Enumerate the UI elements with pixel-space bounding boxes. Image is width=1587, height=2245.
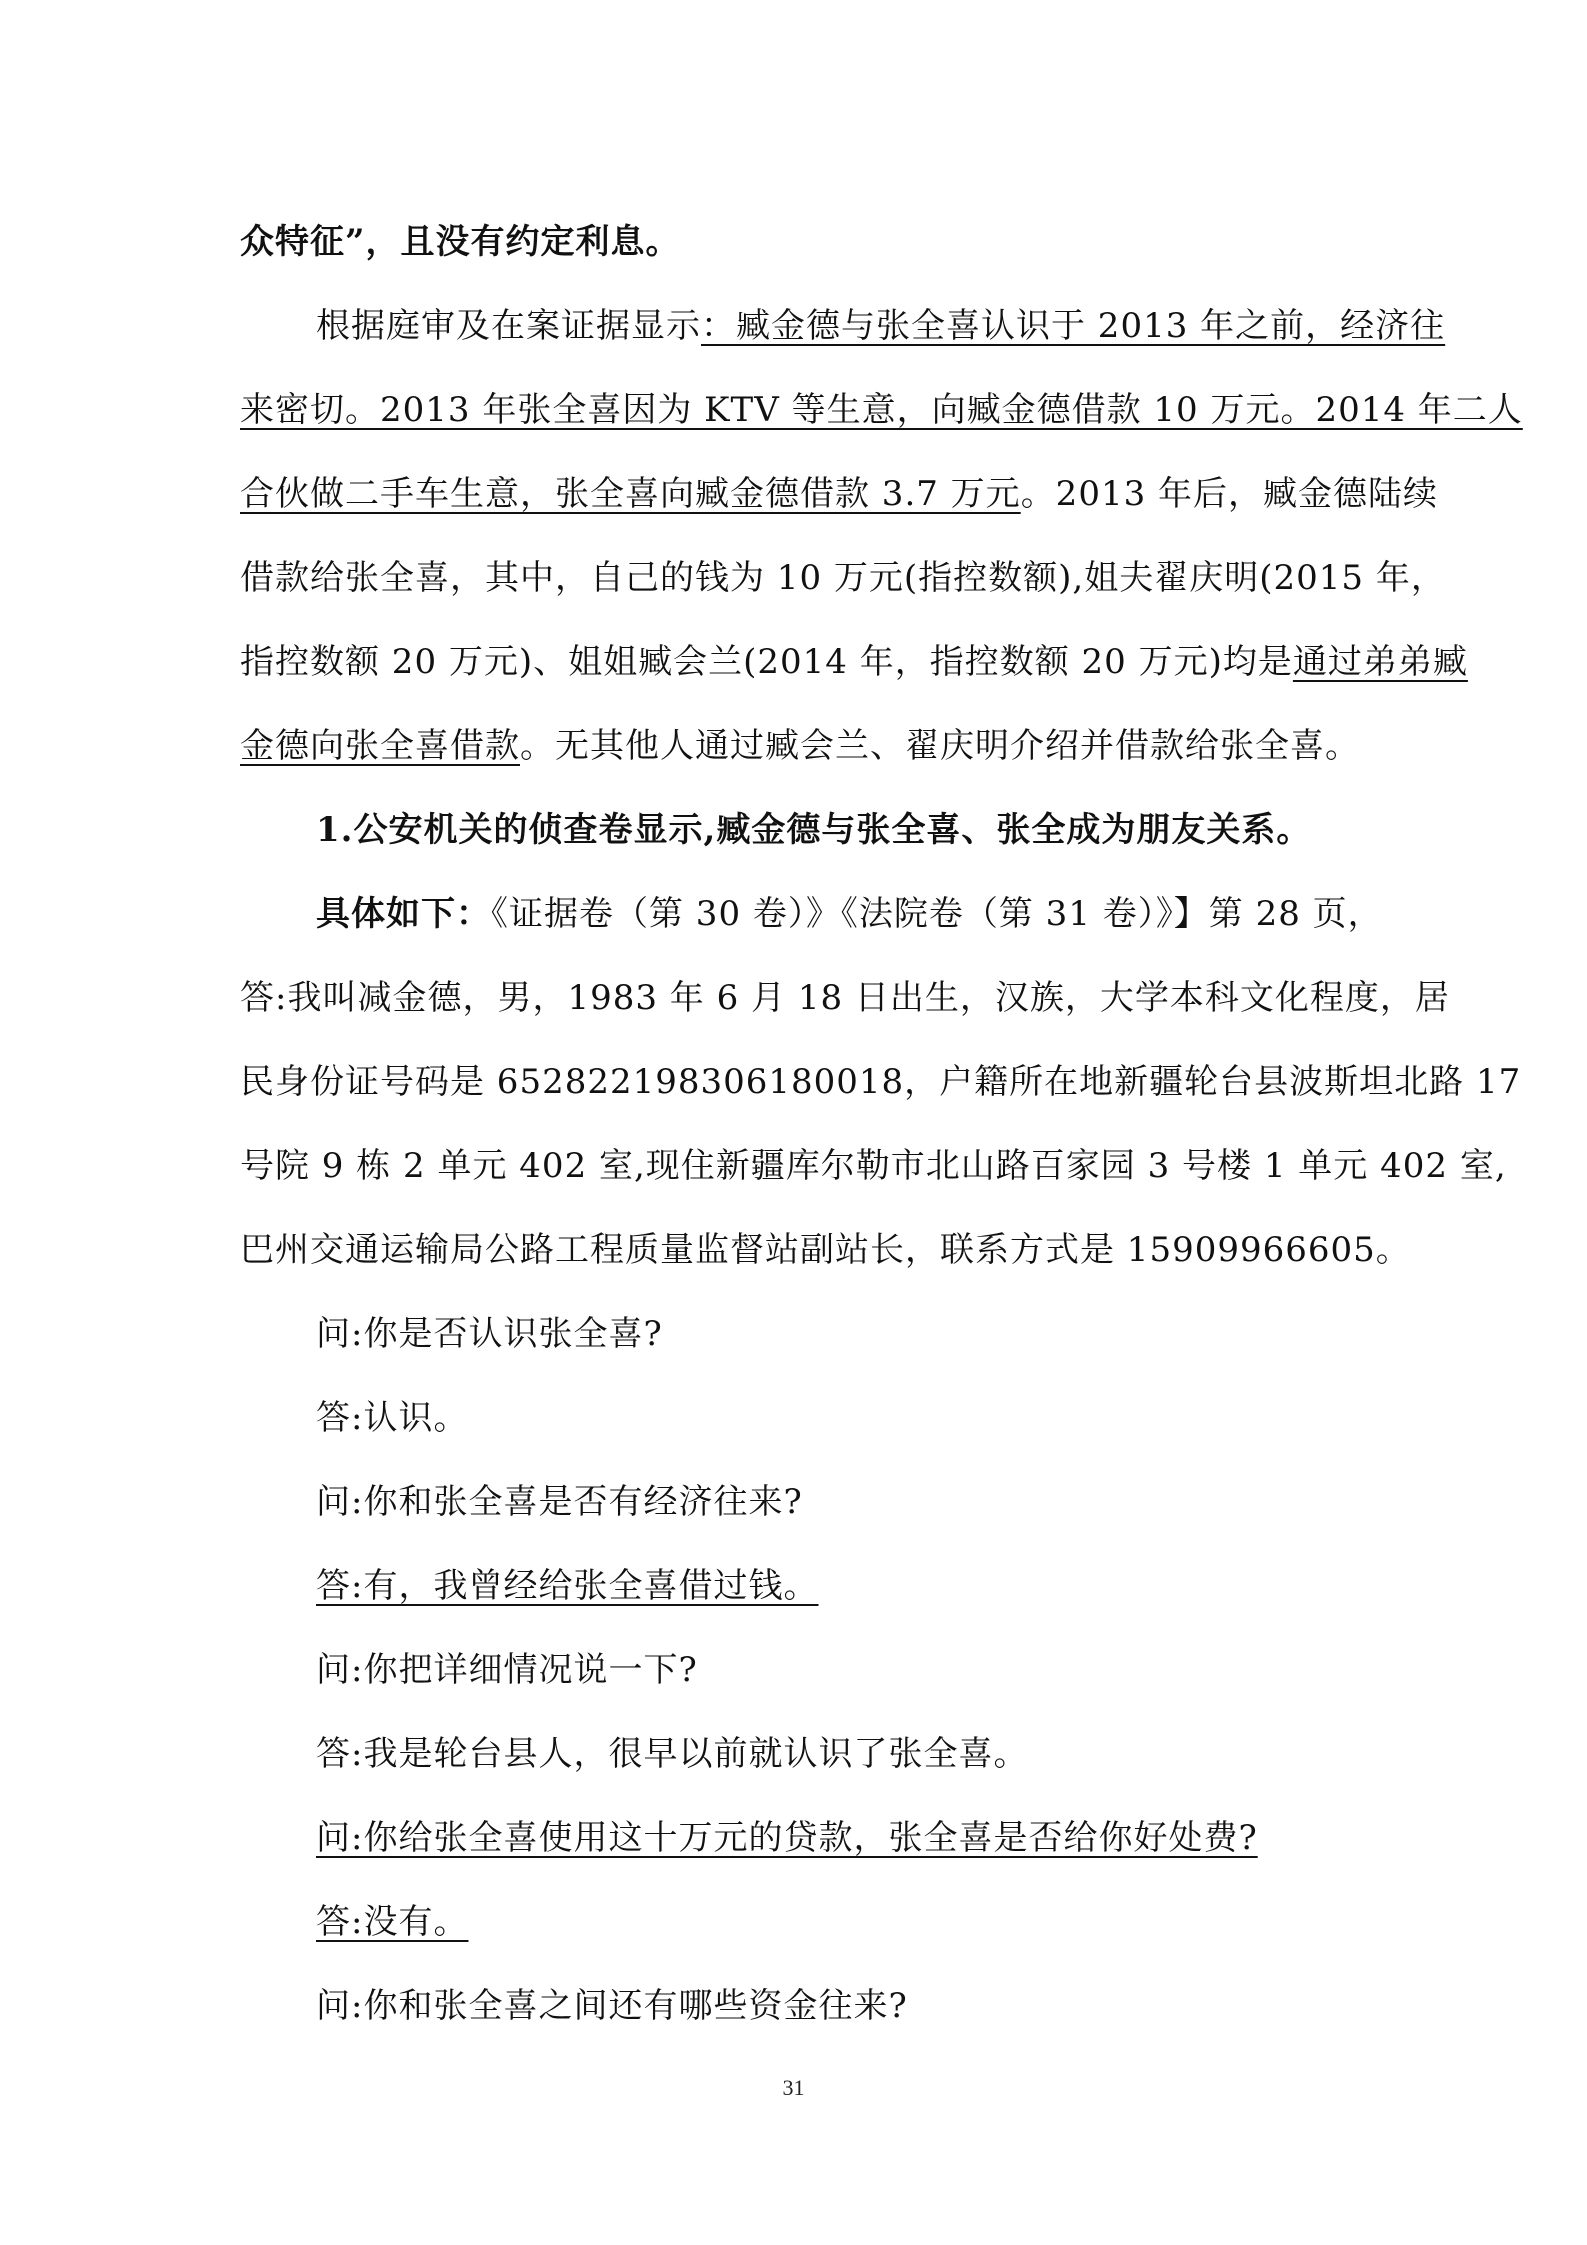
underlined-text: 答:没有。 [316,1902,469,1942]
underlined-text: 金德向张全喜借款 [240,726,520,766]
qa-line [240,1628,1510,1712]
text-span: 。2013 年后，臧金德陆续 [1020,474,1439,514]
paragraph-line [240,536,1510,620]
text-span: 问:你把详细情况说一下? [316,1650,698,1690]
qa-line [240,1544,1510,1628]
qa-line [240,1292,1510,1376]
paragraph-line [240,1124,1510,1208]
page-number: 31 [782,2075,805,2100]
underlined-text: 通过弟弟臧 [1292,642,1468,682]
text-span: 答:我叫减金德，男，1983 年 6 月 18 日出生，汉族，大学本科文化程度，居 [240,978,1450,1018]
paragraph-line [240,1208,1510,1292]
text-span: 民身份证号码是 652822198306180018，户籍所在地新疆轮台县波斯坦北路 17 [240,1062,1522,1102]
paragraph-continuation [240,200,1510,284]
paragraph-line [240,284,1510,368]
text-span: 问:你和张全喜之间还有哪些资金往来? [316,1986,908,2026]
qa-line [240,1712,1510,1796]
bold-text: 具体如下： [316,894,491,934]
underlined-text: ：臧金德与张全喜认识于 2013 年之前，经济往 [701,306,1446,346]
underlined-text: 问:你给张全喜使用这十万元的贷款，张全喜是否给你好处费? [316,1818,1258,1858]
underlined-text: 来密切。2013 年张全喜因为 KTV 等生意，向臧金德借款 10 万元。2014 年二人 [240,390,1523,430]
text-span: 号院 9 栋 2 单元 402 室,现住新疆库尔勒市北山路百家园 3 号楼 1 单元 402 室, [240,1146,1507,1186]
qa-line [240,1964,1510,2048]
text-span: 问:你是否认识张全喜? [316,1314,663,1354]
paragraph-line [240,452,1510,536]
document-body [240,200,1523,2048]
text-span: 众特征”，且没有约定利息。 [240,222,681,262]
paragraph-line [240,620,1510,704]
text-span: 答:认识。 [316,1398,469,1438]
text-span: 借款给张全喜，其中，自己的钱为 10 万元(指控数额),姐夫翟庆明(2015 年， [240,558,1446,598]
underlined-text: 合伙做二手车生意，张全喜向臧金德借款 3.7 万元 [240,474,1021,514]
text-span: 问:你和张全喜是否有经济往来? [316,1482,803,1522]
qa-line [240,1460,1510,1544]
paragraph-line [240,956,1510,1040]
text-span: 答:我是轮台县人，很早以前就认识了张全喜。 [316,1734,1029,1774]
qa-line [240,1376,1510,1460]
text-span: 根据庭审及在案证据显示 [316,306,701,346]
paragraph-line [240,872,1510,956]
qa-line [240,1796,1510,1880]
text-span: 指控数额 20 万元)、姐姐臧会兰(2014 年，指控数额 20 万元)均是 [240,642,1293,682]
qa-line [240,1880,1510,1964]
text-span: 。无其他人通过臧会兰、翟庆明介绍并借款给张全喜。 [520,726,1360,766]
text-span: 1.公安机关的侦查卷显示,臧金德与张全喜、张全成为朋友关系。 [316,810,1312,850]
section-heading [240,788,1510,872]
paragraph-line [240,704,1510,788]
underlined-text: 答:有，我曾经给张全喜借过钱。 [316,1566,819,1606]
paragraph-line [240,368,1523,452]
paragraph-line [240,1040,1522,1124]
text-span: 《证据卷（第 30 卷）》《法院卷（第 31 卷）》】第 28 页， [491,894,1383,934]
text-span: 巴州交通运输局公路工程质量监督站副站长，联系方式是 15909966605。 [240,1230,1411,1270]
